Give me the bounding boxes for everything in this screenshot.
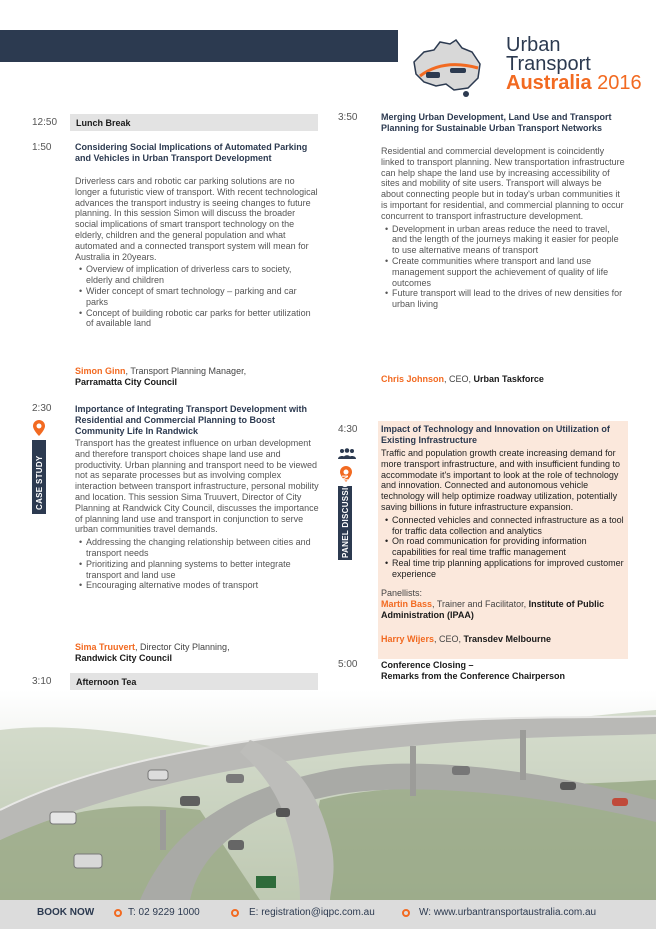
tea-label: Afternoon Tea [76, 677, 137, 687]
list-item: • Connected vehicles and connected infrastructure as a tool for traffic data collection and analytics [385, 515, 626, 537]
speaker-org: Parramatta City Council [75, 377, 178, 387]
tea-time: 3:10 [32, 676, 52, 687]
list-item: • Real time trip planning applications for improved customer experience [385, 558, 626, 580]
session-4-description: Traffic and population growth create increasing demand for more transport infrastructure, and with insufficient funding to accommodate it's important to look at the role of technology and innovation. Connected and autonomous vehicle technology will help optimize roadway utilization, potentially saving billions in future infrastructure expansion. [381, 448, 620, 512]
bullet-dot-icon [231, 909, 239, 917]
list-item: • Encouraging alternative modes of transport [79, 580, 320, 591]
speaker-role: , Transport Planning Manager, [125, 366, 247, 376]
logo-australia: Australia [506, 72, 592, 94]
panellist-org: Transdev Melbourne [463, 634, 551, 644]
logo-line-1: Urban [506, 34, 561, 56]
session-4-bullets [385, 515, 626, 580]
list-item: • Overview of implication of driverless cars to society, elderly and children [79, 264, 320, 286]
closing-line-2: Remarks from the Conference Chairperson [381, 671, 566, 681]
session-2-speaker [75, 642, 320, 664]
logo-line-3 [506, 74, 642, 93]
session-3-title: Merging Urban Development, Land Use and Transport Planning for Sustainable Urban Transport Networks [381, 112, 612, 133]
panellist-name: Harry Wijers [381, 634, 434, 644]
panel-discussion-tab-label: PANEL DISCUSSION [341, 474, 350, 558]
footer-phone: T: 02 9229 1000 [128, 907, 200, 918]
session-3-time: 3:50 [338, 112, 358, 123]
speaker-name: Sima Truuvert [75, 642, 136, 652]
footer-bar [0, 900, 656, 929]
bullet-dot-icon [114, 909, 122, 917]
footer-website[interactable]: W: www.urbantransportaustralia.com.au [419, 907, 597, 918]
list-item: • Concept of building robotic car parks for better utilization of available land [79, 308, 320, 330]
list-item: • Development in urban areas reduce the need to travel, and the length of the journeys making it easier for people to use alternative means of transport [385, 224, 626, 256]
session-1-description: Driverless cars and robotic car parking solutions are no longer a futuristic view of transport. With recent technological advances the transport industry is seeing changes to future planning. In this session Simon will discuss the broader social implications of smart transport technology on the elderly, children and the general population and what automated and a connected transport system will mean for Australia in 20years. [75, 176, 318, 262]
speaker-org: Urban Taskforce [473, 374, 544, 384]
session-2-bullets [79, 537, 320, 591]
session-4-body [381, 448, 626, 580]
closing-time: 5:00 [338, 659, 358, 670]
group-icon [338, 448, 356, 460]
closing-title [381, 660, 626, 682]
panellist-1 [381, 599, 626, 621]
speaker-name: Simon Ginn [75, 366, 126, 376]
session-4-title: Impact of Technology and Innovation on Utilization of Existing Infrastructure [381, 424, 610, 445]
closing-line-1: Conference Closing – [381, 660, 474, 670]
logo-wordmark [506, 36, 642, 93]
speaker-org: Randwick City Council [75, 653, 173, 663]
panel-discussion-tab [338, 474, 352, 560]
session-1-bullets [79, 264, 320, 329]
logo-year: 2016 [597, 72, 642, 94]
panellist-name: Martin Bass [381, 599, 433, 609]
footer-email[interactable]: E: registration@iqpc.com.au [249, 907, 375, 918]
panellist-2 [381, 634, 626, 645]
speaker-role: , Director City Planning, [135, 642, 230, 652]
session-3-body [381, 146, 626, 310]
case-study-tab [32, 440, 46, 514]
case-study-tab-label: CASE STUDY [35, 455, 44, 510]
session-1-time: 1:50 [32, 142, 52, 153]
australia-map-icon [406, 34, 486, 98]
list-item: • Create communities where transport and land use management support the achievement of quality of life outcomes [385, 256, 626, 288]
session-3-speaker [381, 374, 626, 385]
session-2-description: Transport has the greatest influence on urban development and therefore transport choices shape land use and productivity. Urban planning and transport need to be viewed not as separate processes but as involving complex interaction between transport infrastructure, personal mobility and location. This session Sima Truuvert, Director of City Planning at Randwick City Council, discusses the importance of planning land use and transport in conjunction to serve urban communities travel demands. [75, 438, 319, 535]
session-3-bullets [385, 224, 626, 310]
bullet-dot-icon [402, 909, 410, 917]
panellists-label: Panellists: [381, 588, 423, 598]
speaker-name: Chris Johnson [381, 374, 445, 384]
session-4-time: 4:30 [338, 424, 358, 435]
event-logo [398, 24, 656, 108]
list-item: • Addressing the changing relationship between cities and transport needs [79, 537, 320, 559]
lunch-label: Lunch Break [76, 118, 131, 128]
list-item: • Prioritizing and planning systems to better integrate transport and land use [79, 559, 320, 581]
panellist-org: Institute of Public Administration (IPAA) [381, 599, 605, 620]
session-1-title: Considering Social Implications of Automated Parking and Vehicles in Urban Transport Development [75, 142, 308, 163]
list-item: • On road communication for providing information capabilities for real time traffic management [385, 536, 626, 558]
list-item: • Future transport will lead to the drives of new densities for urban living [385, 288, 626, 310]
session-1-speaker [75, 366, 320, 388]
book-now-label: BOOK NOW [37, 907, 95, 918]
lunch-time: 12:50 [32, 117, 58, 128]
session-2-title: Importance of Integrating Transport Development with Residential and Commercial Planning to Boost Community Life In Randwick [75, 404, 308, 436]
highway-photo [0, 690, 656, 900]
map-pin-icon [33, 420, 45, 436]
session-1-body [75, 176, 320, 329]
highway-illustration [0, 690, 656, 900]
logo-line-2: Transport [506, 53, 591, 75]
panellist-role: , Trainer and Facilitator, [432, 599, 529, 609]
session-2-body [75, 438, 320, 591]
speaker-role: , CEO, [444, 374, 474, 384]
session-3-description: Residential and commercial development is coincidently linked to transport planning. New transportation infrastructure can help shape the land use by increasing accessibility of sites and mobility of site users. Transport will always be about connecting people but in today's urban communities it is important for residential, and commercial planning to occur concurrent to transport infrastructure development. [381, 146, 625, 221]
session-2-time: 2:30 [32, 403, 52, 414]
panellist-role: , CEO, [433, 634, 464, 644]
list-item: • Wider concept of smart technology – parking and car parks [79, 286, 320, 308]
people-group-icon [338, 424, 339, 425]
